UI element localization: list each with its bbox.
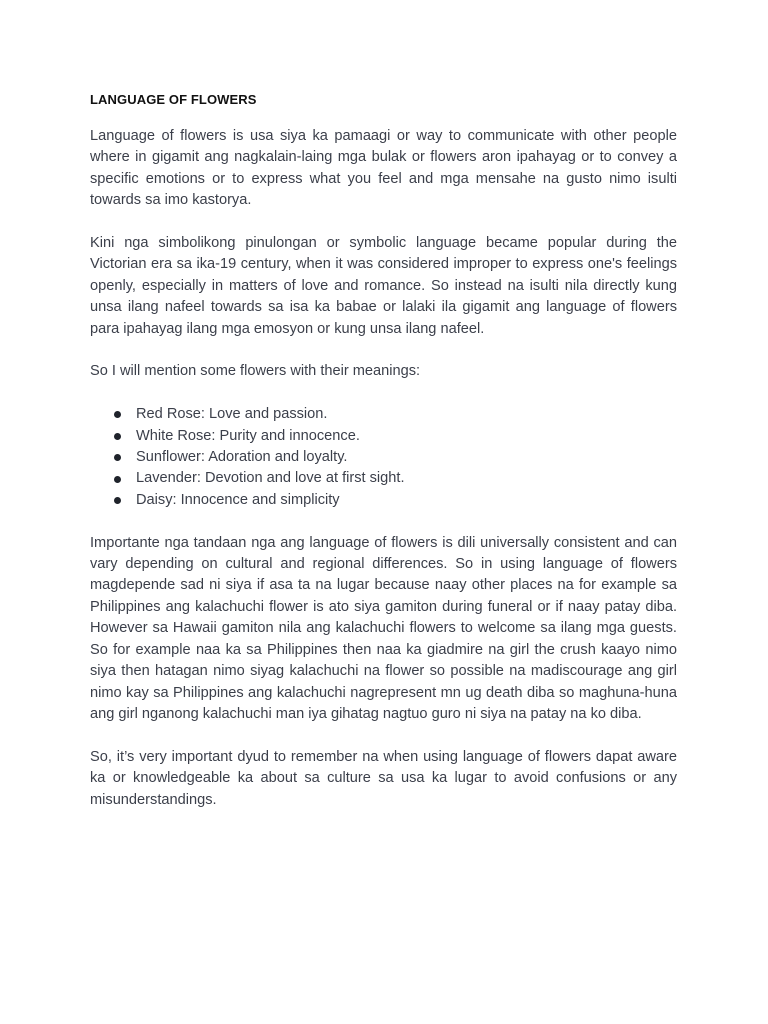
flower-meanings-list [90,404,677,511]
document-page [90,92,677,832]
bullet-icon [114,497,121,504]
list-item [90,468,677,489]
bullet-icon [114,476,121,483]
paragraph-history: Kini nga simbolikong pinulongan or symbolic language became popular during the Victorian era sa ika-19 century, when it was considered improper to express one's feelings openly, especially in matters of love and romance. So instead na isulti nila directly kung unsa ilang nafeel towards sa isa ka babae or lalaki ila gigamit ang language of flowers para ipahayag ilang mga emosyon or kung unsa ilang nafeel. [90,235,677,337]
document-title: LANGUAGE OF FLOWERS [90,92,257,107]
list-item-text: White Rose: Purity and innocence. [136,427,360,444]
paragraph-list-intro: So I will mention some flowers with their meanings: [90,363,421,380]
list-item [90,426,677,447]
paragraph-definition: Language of flowers is usa siya ka pamaagi or way to communicate with other people where in gigamit ang nagkalain-laing mga bulak or flowers aron ipahayag or to convey a specific emotions or to express what you feel and mga mensahe na gusto nimo isulti towards sa imo kastorya. [90,128,677,209]
bullet-icon [114,454,121,461]
bullet-icon [114,433,121,440]
paragraph-cultural-differences: Importante nga tandaan nga ang language of flowers is dili universally consistent and can vary depending on cultural and regional differences. So in using language of flowers magdepende sad ni siya if asa ta na lugar because naay other places na for example sa Philippines ang kalachuchi flower is ato siya gamiton during funeral or if naay patay diba. However sa Hawaii gamiton nila ang kalachuchi flowers to welcome sa ilang mga guests. So for example naa ka sa Philippines then naa ka giadmire na girl the crush kaayo nimo siya then hatagan nimo siyag kalachuchi na flower so possible na madiscourage ang girl nimo kay sa Philippines ang kalachuchi nagrepresent mn ug death diba so maghuna-huna ang girl nganong kalachuchi man iya gihatag nagtuo guro ni siya na patay na ko diba. [90,534,677,722]
list-item-text: Daisy: Innocence and simplicity [136,491,340,508]
list-item [90,404,677,425]
list-item [90,490,677,511]
bullet-icon [114,411,121,418]
list-item [90,447,677,468]
list-item-text: Lavender: Devotion and love at first sight. [136,470,405,487]
list-item-text: Red Rose: Love and passion. [136,406,328,423]
list-item-text: Sunflower: Adoration and loyalty. [136,449,348,466]
paragraph-conclusion: So, it’s very important dyud to remember na when using language of flowers dapat aware ka or knowledgeable ka about sa culture sa usa ka lugar to avoid confusions or any misunderstandings. [90,748,677,808]
